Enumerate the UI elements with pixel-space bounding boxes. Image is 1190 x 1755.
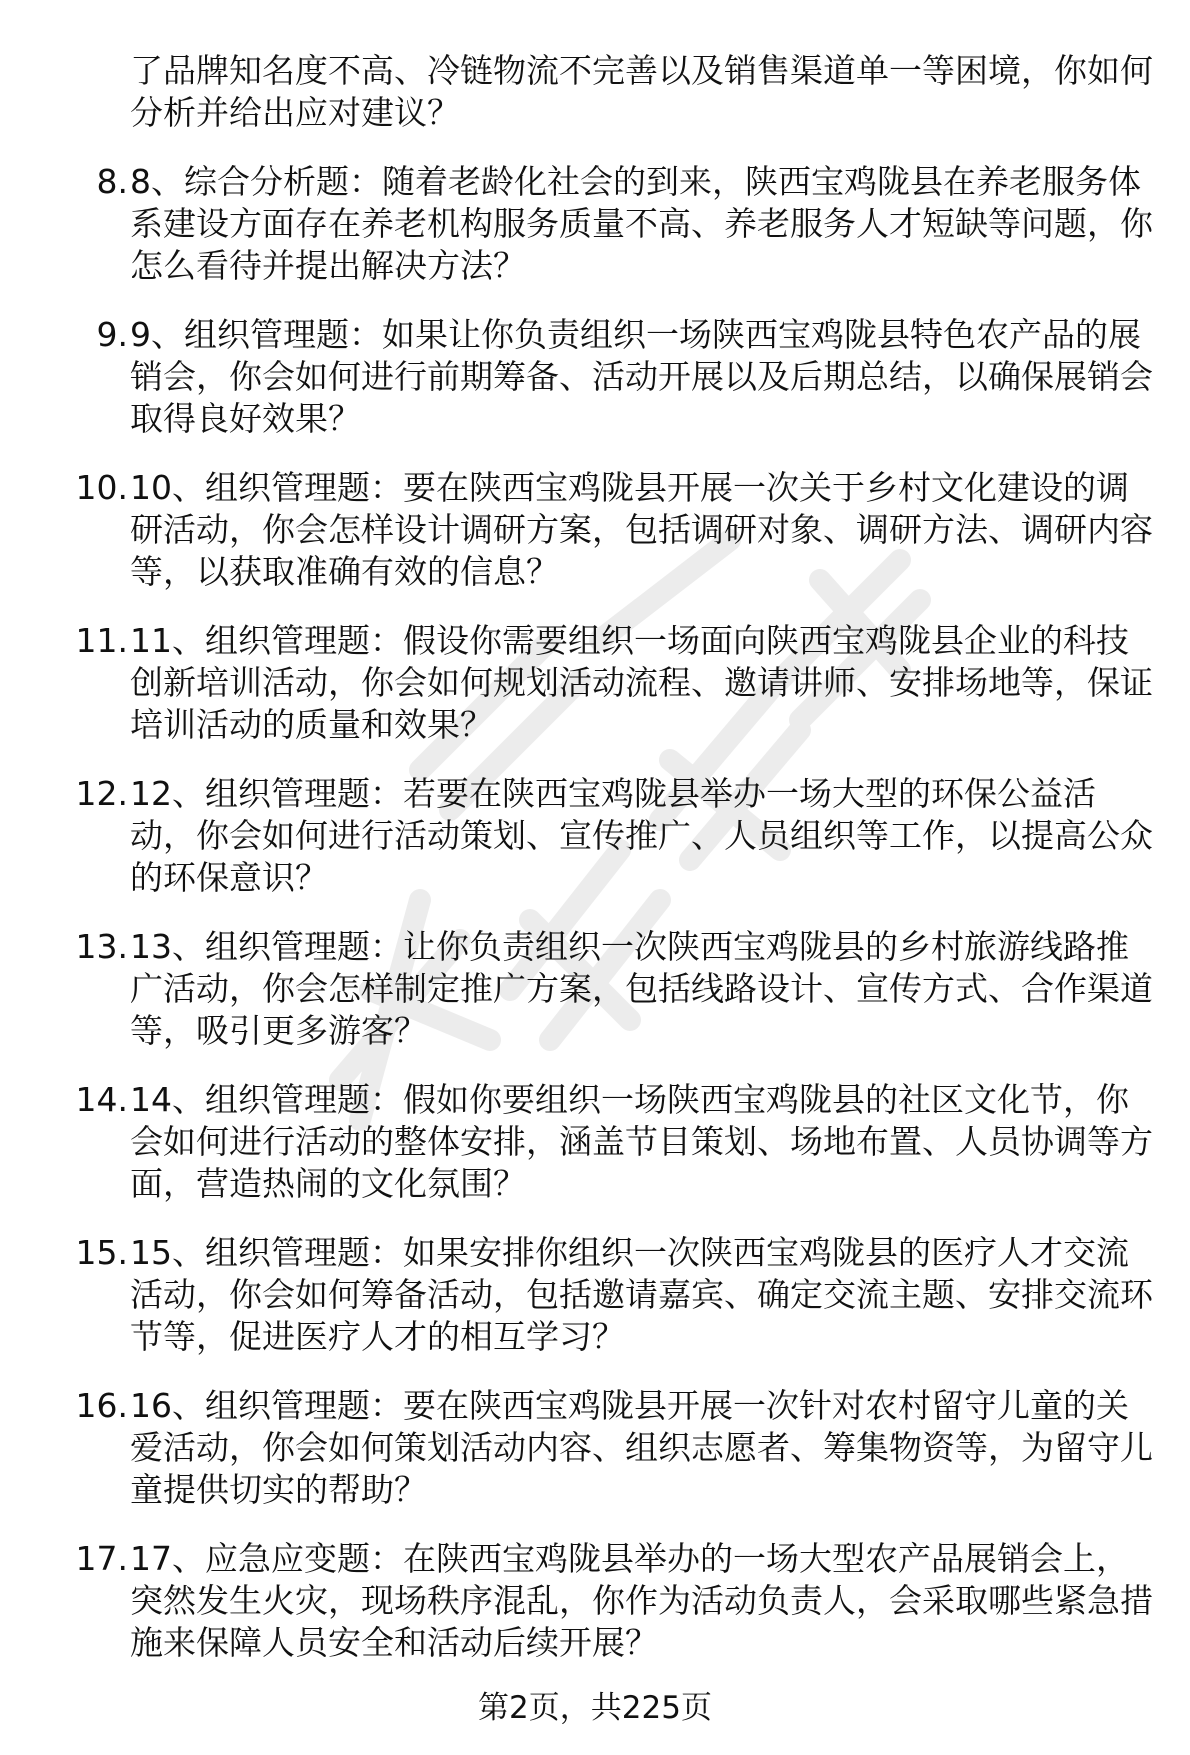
list-item [75,1385,1160,1511]
list-item-text: 16、组织管理题：要在陕西宝鸡陇县开展一次针对农村留守儿童的关爱活动，你会如何策划活动内容、组织志愿者、筹集物资等，为留守儿童提供切实的帮助？ [130,1386,1153,1509]
list-item [75,1538,1160,1664]
list-item-text: 13、组织管理题：让你负责组织一次陕西宝鸡陇县的乡村旅游线路推广活动，你会怎样制定推广方案，包括线路设计、宣传方式、合作渠道等，吸引更多游客？ [130,927,1153,1050]
list-item [75,1232,1160,1358]
list-item-number: 17. [75,1539,128,1578]
list-item-number: 13. [75,927,128,966]
list-item-number: 11. [75,621,128,660]
list-item [75,620,1160,746]
list-item [75,926,1160,1052]
page-number: 第2页，共225页 [478,1690,712,1726]
list-item-text: 11、组织管理题：假设你需要组织一场面向陕西宝鸡陇县企业的科技创新培训活动，你会如何规划活动流程、邀请讲师、安排场地等，保证培训活动的质量和效果？ [130,621,1153,744]
list-item-number: 15. [75,1233,128,1272]
question-list [0,50,1190,1691]
list-item-number: 16. [75,1386,128,1425]
list-item [96,161,1160,287]
list-item-text: 14、组织管理题：假如你要组织一场陕西宝鸡陇县的社区文化节，你会如何进行活动的整体安排，涵盖节目策划、场地布置、人员协调等方面，营造热闹的文化氛围？ [130,1080,1153,1203]
list-item-number: 8. [96,162,128,201]
list-item-number: 14. [75,1080,128,1119]
list-item-text: 15、组织管理题：如果安排你组织一次陕西宝鸡陇县的医疗人才交流活动，你会如何筹备活动，包括邀请嘉宾、确定交流主题、安排交流环节等，促进医疗人才的相互学习？ [130,1233,1153,1356]
list-item [75,773,1160,899]
list-item-text: 12、组织管理题：若要在陕西宝鸡陇县举办一场大型的环保公益活动，你会如何进行活动策划、宣传推广、人员组织等工作，以提高公众的环保意识？ [130,774,1153,897]
list-item-number: 10. [75,468,128,507]
list-item-text: 9、组织管理题：如果让你负责组织一场陕西宝鸡陇县特色农产品的展销会，你会如何进行前期筹备、活动开展以及后期总结，以确保展销会取得良好效果？ [130,315,1153,438]
question-continuation-text: 了品牌知名度不高、冷链物流不完善以及销售渠道单一等困境，你如何分析并给出应对建议？ [130,51,1153,132]
list-item [75,1079,1160,1205]
list-item-text: 10、组织管理题：要在陕西宝鸡陇县开展一次关于乡村文化建设的调研活动，你会怎样设计调研方案，包括调研对象、调研方法、调研内容等，以获取准确有效的信息？ [130,468,1153,591]
list-item-text: 17、应急应变题：在陕西宝鸡陇县举办的一场大型农产品展销会上，突然发生火灾，现场秩序混乱，你作为活动负责人，会采取哪些紧急措施来保障人员安全和活动后续开展？ [130,1539,1153,1662]
list-item-number: 9. [96,315,128,354]
list-item-number: 12. [75,774,128,813]
list-item [96,314,1160,440]
list-item-text: 8、综合分析题：随着老龄化社会的到来，陕西宝鸡陇县在养老服务体系建设方面存在养老机构服务质量不高、养老服务人才短缺等问题，你怎么看待并提出解决方法？ [130,162,1153,285]
list-item [75,467,1160,593]
